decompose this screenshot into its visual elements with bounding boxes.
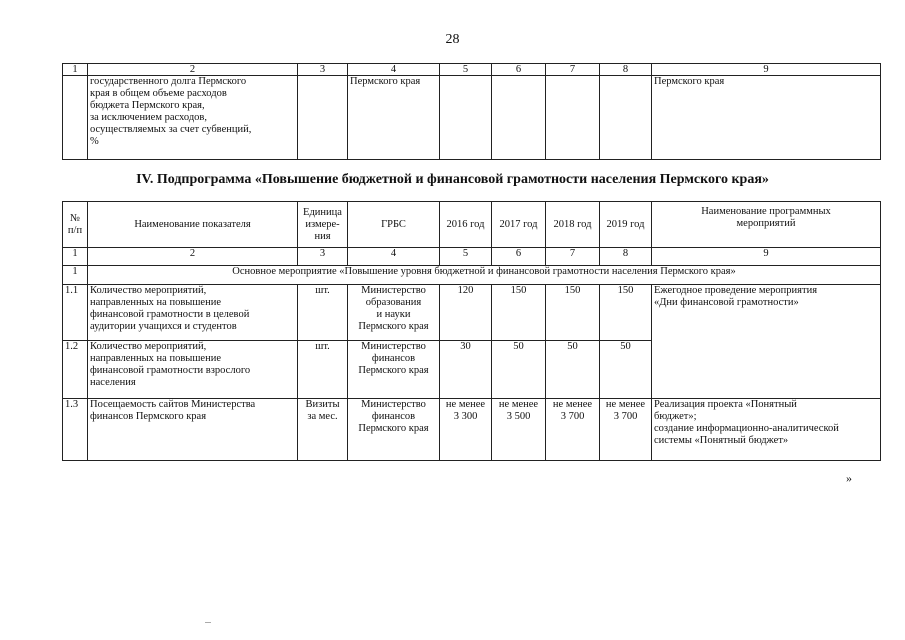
row-value-2017: 50 [492,341,546,399]
text-line: аудитории учащихся и студентов [90,321,237,332]
text-line: Реализация проекта «Понятный [654,399,797,410]
text-line: 3 500 [506,411,531,422]
col-num: 3 [298,248,348,266]
text-line: направленных на повышение [90,297,221,308]
header-row [63,202,881,248]
row-name [88,399,298,461]
col-num: 8 [600,248,652,266]
text-line: бюджета Пермского края, [90,100,205,111]
cell-value [600,76,652,160]
column-number-row [63,248,881,266]
header-line: мероприятий [736,218,796,229]
text-line: финансовой грамотности взрослого [90,365,251,376]
text-line: Министерство [361,399,426,410]
row-value-2018: 150 [546,285,600,341]
text-line: государственного долга Пермского [90,76,247,87]
text-line: не менее [498,399,539,410]
section-text: Основное мероприятие «Повышение уровня бюджетной и финансовой грамотности населения Пермского края» [88,266,881,285]
text-line: края в общем объеме расходов [90,88,227,99]
section-title: IV. Подпрограмма «Повышение бюджетной и финансовой грамотности населения Пермского края» [136,172,769,187]
text-line: и науки [376,309,411,320]
col-num: 2 [88,248,298,266]
row-value-2016 [440,399,492,461]
col-num: 7 [546,248,600,266]
text-line: не менее [605,399,646,410]
row-value-2016: 120 [440,285,492,341]
column-number-row [63,64,881,76]
text-line: финансов Пермского края [90,411,207,422]
row-unit: шт. [298,341,348,399]
row-name [88,285,298,341]
text-line: образования [365,297,422,308]
scan-mark [205,622,211,623]
row-value-2017: 150 [492,285,546,341]
col-num: 3 [298,64,348,76]
row-events [652,285,881,399]
text-line: за исключением расходов, [90,112,208,123]
cell-no [63,76,88,160]
text-line: 3 700 [560,411,585,422]
row-value-2016: 30 [440,341,492,399]
cell-value [440,76,492,160]
header-line: № [69,212,81,224]
text-line: % [90,136,99,147]
row-grbs [348,341,440,399]
col-num: 1 [63,248,88,266]
row-value-2019: 50 [600,341,652,399]
table-row [63,76,881,160]
text-line: создание информационно-аналитической [654,423,839,434]
text-line: Визиты [305,399,340,410]
cell-indicator-name [88,76,298,160]
text-line: Количество мероприятий, [90,285,207,296]
text-line: «Дни финансовой грамотности» [654,297,799,308]
row-value-2018: 50 [546,341,600,399]
text-line: направленных на повышение [90,353,221,364]
cell-value [492,76,546,160]
table-row [63,399,881,461]
header-line: измере- [305,218,340,230]
closing-quote: » [846,471,852,485]
text-line: Посещаемость сайтов Министерства [90,399,256,410]
text-line: Ежегодное проведение мероприятия [654,285,818,296]
col-num: 9 [652,248,881,266]
header-name: Наименование показателя [88,202,298,248]
col-num: 6 [492,64,546,76]
text-line: финансов [371,411,416,422]
text-line: не менее [552,399,593,410]
col-num: 2 [88,64,298,76]
row-no: 1.1 [63,285,88,341]
row-grbs [348,399,440,461]
header-grbs: ГРБС [348,202,440,248]
cell-events: Пермского края [652,76,881,160]
header-line: п/п [67,224,83,236]
row-name [88,341,298,399]
text-line: не менее [445,399,486,410]
col-num: 9 [652,64,881,76]
indicators-table [62,201,881,461]
row-value-2019 [600,399,652,461]
text-line: 3 700 [613,411,638,422]
header-line: Наименование программных [701,206,831,217]
col-num: 6 [492,248,546,266]
header-line: ния [314,230,331,242]
text-line: населения [90,377,136,388]
col-num: 8 [600,64,652,76]
col-num: 4 [348,64,440,76]
text-line: осуществляемых за счет субвенций, [90,124,252,135]
row-value-2017 [492,399,546,461]
text-line: Пермского края [358,321,429,332]
col-num: 4 [348,248,440,266]
text-line: Министерство [361,285,426,296]
header-unit [298,202,348,248]
section-no: 1 [63,266,88,285]
cell-unit [298,76,348,160]
text-line: Пермского края [358,365,429,376]
header-2018: 2018 год [546,202,600,248]
text-line: финансов [371,353,416,364]
header-2019: 2019 год [600,202,652,248]
header-2017: 2017 год [492,202,546,248]
row-no: 1.2 [63,341,88,399]
text-line: системы «Понятный бюджет» [654,435,789,446]
text-line: Количество мероприятий, [90,341,207,352]
row-value-2019: 150 [600,285,652,341]
page-number: 28 [445,32,460,47]
row-events [652,399,881,461]
text-line: 3 300 [453,411,478,422]
text-line: финансовой грамотности в целевой [90,309,250,320]
header-events [652,202,881,248]
header-2016: 2016 год [440,202,492,248]
col-num: 5 [440,64,492,76]
text-line: Пермского края [358,423,429,434]
row-unit [298,399,348,461]
col-num: 1 [63,64,88,76]
row-value-2018 [546,399,600,461]
row-unit: шт. [298,285,348,341]
section-row [63,266,881,285]
row-grbs [348,285,440,341]
text-line: бюджет»; [654,411,697,422]
col-num: 7 [546,64,600,76]
text-line: за мес. [307,411,338,422]
header-no [63,202,88,248]
col-num: 5 [440,248,492,266]
row-no: 1.3 [63,399,88,461]
cell-grbs: Пермского края [348,76,440,160]
continued-table [62,63,881,160]
text-line: Министерство [361,341,426,352]
cell-value [546,76,600,160]
table-row [63,285,881,341]
header-line: Единица [303,206,342,218]
